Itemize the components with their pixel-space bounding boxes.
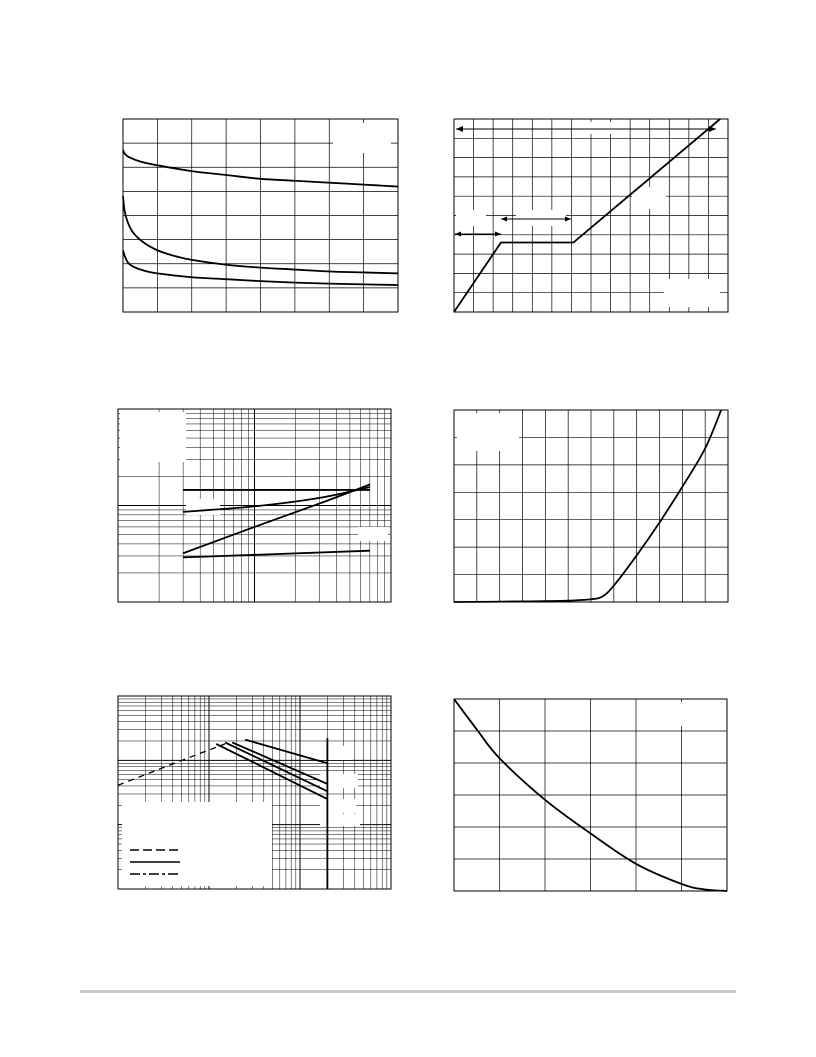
chart-panel-3 [118, 409, 391, 602]
panel-5-label-mask-3 [320, 799, 356, 813]
panel-3-legend-mask [120, 412, 186, 462]
panel-5-label-mask-4 [320, 814, 360, 826]
left-span-arrow-left-head [455, 232, 461, 237]
panel-3-label-mask-1 [186, 499, 220, 515]
middle-span-arrow-left-head [501, 217, 507, 222]
series-line-flat-lower [183, 551, 370, 558]
middle-span-arrow-right-head [565, 217, 571, 222]
panel-2-label-mask-1 [580, 122, 612, 134]
panel-5-label-mask-1 [320, 746, 352, 760]
panel-3-series [183, 485, 370, 558]
chart-panel-1 [123, 119, 398, 312]
chart-panel-6 [454, 699, 727, 891]
left-span-arrow-right-head [495, 232, 501, 237]
series-line-solid-3 [216, 744, 327, 799]
panel-2-annotations [455, 126, 716, 237]
series-line-solid-1 [225, 742, 327, 791]
panel-6-grid [454, 699, 727, 891]
panel-3-label-mask-3 [358, 527, 388, 541]
panel-2-label-mask-3 [516, 210, 566, 226]
panel-6-label-mask [676, 702, 688, 726]
chart-panel-5 [118, 696, 391, 889]
chart-panel-4 [454, 410, 728, 602]
top-span-arrow-right-head [709, 126, 716, 132]
top-span-arrow-left-head [456, 126, 463, 132]
panel-4-legend-mask [457, 413, 519, 451]
footer-rule [80, 990, 736, 993]
panel-5-label-mask-2 [320, 774, 358, 788]
chart-panel-2 [454, 119, 728, 312]
panel-2-label-mask-2 [456, 210, 486, 226]
panel-2-label-mask-4 [632, 187, 666, 209]
series-line-rising [183, 485, 370, 554]
panel-3-label-mask-2 [274, 477, 292, 490]
panel-2-legend-mask [664, 279, 720, 307]
panel-1-legend-mask [333, 123, 391, 153]
series-line-solid-4 [245, 740, 327, 764]
